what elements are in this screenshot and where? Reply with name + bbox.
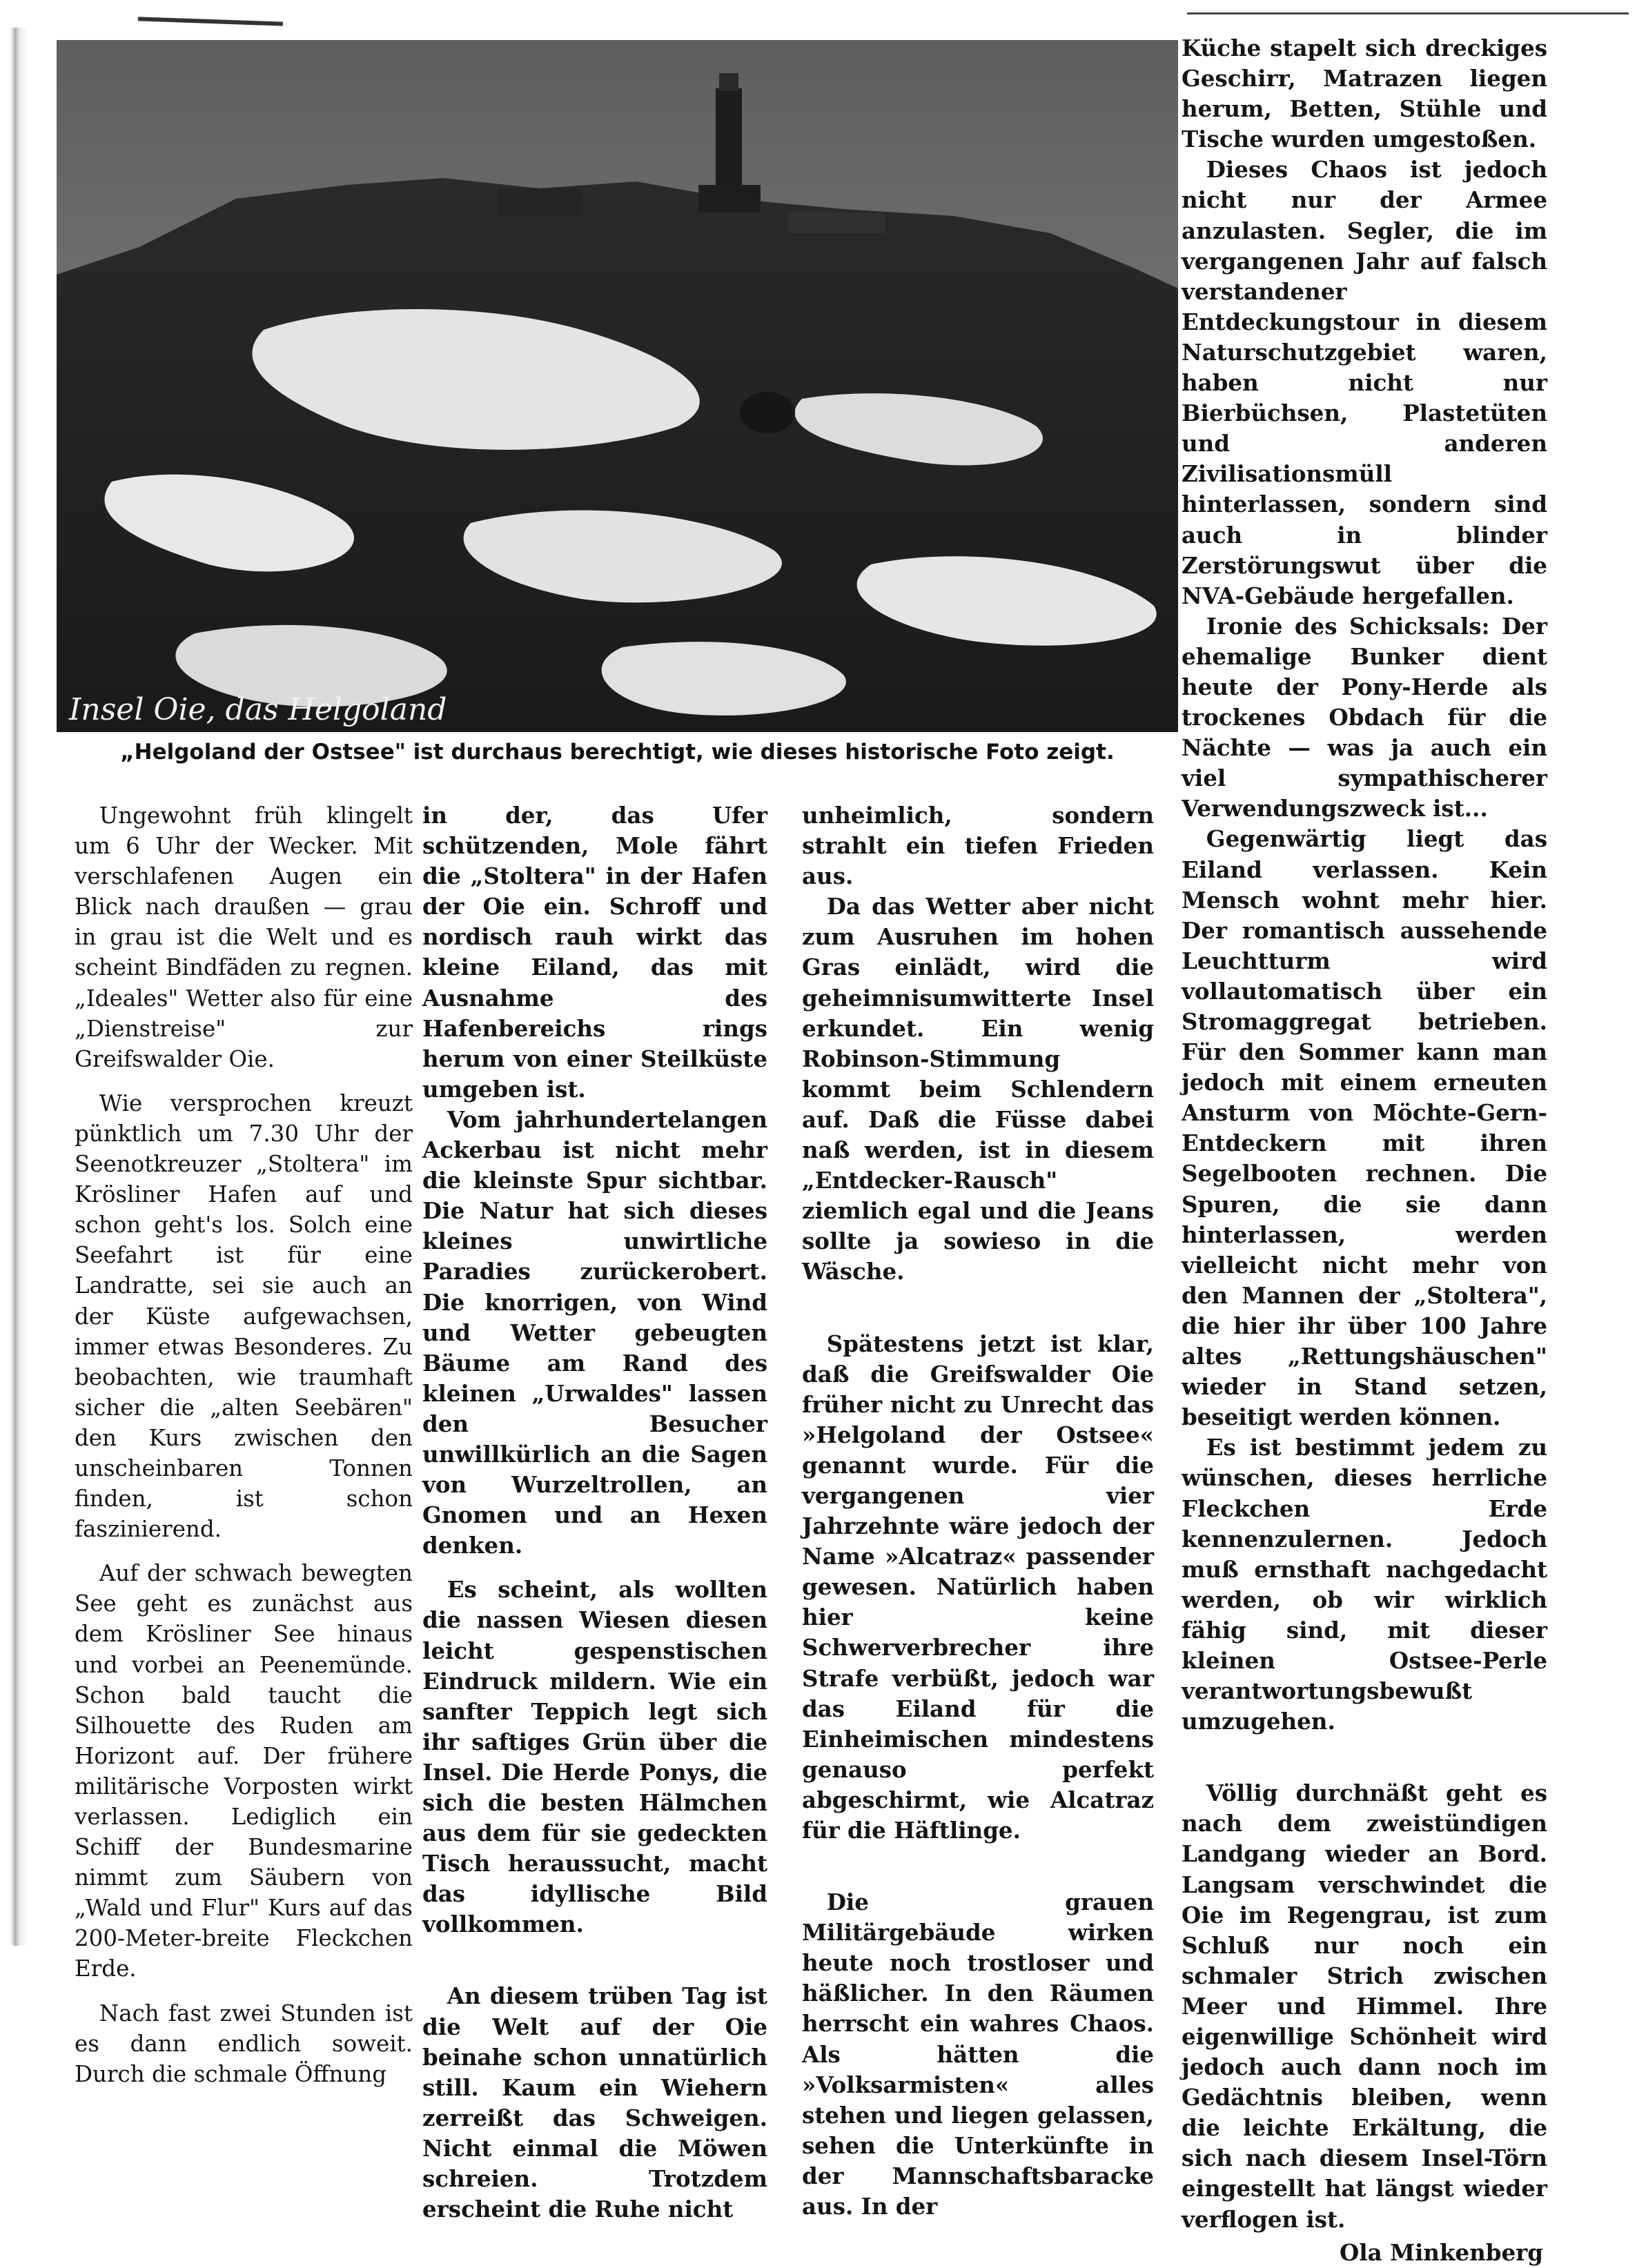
paragraph: in der, das Ufer schützenden, Mole fährt die „Stoltera" in der Hafen der Oie ein. Schroff und nordisch rauh wirkt das kleine Eiland, das mit Ausnahme des Hafenbereichs rings herum von einer Steilküste umgeben ist.: [422, 802, 767, 1103]
article-column-3: [802, 800, 1154, 2222]
paragraph: Auf der schwach bewegten See geht es zunächst aus dem Krösliner See hinaus und vorbei an Peenemünde. Schon bald taucht die Silhouette des Ruden am Horizont auf. Der frühere militärische Vorposten wirkt verlassen. Lediglich ein Schiff der Bundesmarine nimmt zum Säubern von „Wald und Flur" Kurs auf das 200-Meter-breite Fleckchen Erde.: [75, 1560, 413, 1982]
paragraph: Wie versprochen kreuzt pünktlich um 7.30 Uhr der Seenotkreuzer „Stoltera" im Krösliner Hafen auf und schon geht's los. Solch eine Seefahrt ist für eine Landratte, sei sie auch an der Küste aufgewachsen, immer etwas Besonderes. Zu beobachten, wie traumhaft sicher die „alten Seebären" den Kurs zwischen den unscheinbaren Tonnen finden, ist schon faszinierend.: [75, 1089, 413, 1543]
author-byline: Ola Minkenberg: [1339, 2238, 1543, 2266]
historic-photo-icon: [57, 40, 1178, 732]
paragraph: Es ist bestimmt jedem zu wünschen, dieses herrliche Fleckchen Erde kennenzulernen. Jedoch muß ernsthaft nachgedacht werden, ob wir wirklich fähig sind, mit dieser kleinen Ostsee-Perle verantwortungsbewußt umzugehen.: [1182, 1434, 1547, 1735]
paragraph: Da das Wetter aber nicht zum Ausruhen im hohen Gras einlädt, wird die geheimnisumwitterte Insel erkundet. Ein wenig Robinson-Stimmung kommt beim Schlendern auf. Daß die Füsse dabei naß werden, ist in diesem „Entdecker-Rausch" ziemlich egal und die Jeans sollte ja sowieso in die Wäsche.: [802, 893, 1154, 1285]
torn-edge: [0, 28, 28, 1946]
paragraph: Spätestens jetzt ist klar, daß die Greifswalder Oie früher nicht zu Unrecht das »Helgoland der Ostsee« genannt wurde. Für die vergangenen vier Jahrzehnte wäre jedoch der Name »Alcatraz« passender gewesen. Natürlich haben hier keine Schwerverbrecher ihre Strafe verbüßt, jedoch war das Eiland für die Einheimischen mindestens genauso perfekt abgeschirmt, wie Alcatraz für die Häftlinge.: [802, 1330, 1154, 1844]
paragraph: An diesem trüben Tag ist die Welt auf der Oie beinahe schon unnatürlich still. Kaum ein Wiehern zerreißt das Schweigen. Nicht einmal die Möwen schreien. Trotzdem erscheint die Ruhe nicht: [422, 1982, 767, 2223]
paragraph: Völlig durchnäßt geht es nach dem zweistündigen Landgang wieder an Bord. Langsam verschwindet die Oie im Regengrau, ist zum Schluß nur noch ein schmaler Strich zwischen Meer und Himmel. Ihre eigenwillige Schönheit wird jedoch auch dann noch im Gedächtnis bleiben, wenn die leichte Erkältung, die sich nach diesem Insel-Törn eingestellt hat längst wieder verflogen ist.: [1182, 1779, 1547, 2233]
paragraph: Ungewohnt früh klingelt um 6 Uhr der Wecker. Mit verschlafenen Augen ein Blick nach draußen — grau in grau ist die Welt und es scheint Bindfäden zu regnen. „Ideales" Wetter also für eine „Dienstreise" zur Greifswalder Oie.: [75, 802, 413, 1072]
paragraph: Gegenwärtig liegt das Eiland verlassen. Kein Mensch wohnt mehr hier. Der romantisch aussehende Leuchtturm wird vollautomatisch über ein Stromaggregat betrieben. Für den Sommer kann man jedoch mit einem erneuten Ansturm von Möchte-Gern-Entdeckern mit ihren Segelbooten rechnen. Die Spuren, die sie dann hinterlassen, werden vielleicht nicht mehr von den Mannen der „Stoltera", die hier ihr über 100 Jahre altes „Rettungshäuschen" wieder in Stand setzen, beseitigt werden können.: [1182, 825, 1547, 1431]
scan-mark: [138, 17, 283, 26]
article-column-2: [422, 800, 767, 2225]
column-rule: [1187, 12, 1629, 14]
photo-overlay-text: Insel Oie, das Helgoland: [69, 692, 447, 727]
paragraph: Vom jahrhundertelangen Ackerbau ist nicht mehr die kleinste Spur sichtbar. Die Natur hat sich dieses kleines unwirtliche Paradies zurückerobert. Die knorrigen, von Wind und Wetter gebeugten Bäume am Rand des kleinen „Urwaldes" lassen den Besucher unwillkürlich an die Sagen von Wurzeltrollen, an Gnomen und an Hexen denken.: [422, 1105, 767, 1559]
article-column-1: [75, 800, 413, 2089]
article-column-4: [1182, 33, 1547, 2268]
paragraph: Ironie des Schicksals: Der ehemalige Bunker dient heute der Pony-Herde als trockenes Obdach für die Nächte — was ja auch ein viel sympathischerer Verwendungszweck ist...: [1182, 612, 1547, 822]
paragraph: Dieses Chaos ist jedoch nicht nur der Armee anzulasten. Segler, die im vergangenen Jahr auf falsch verstandener Entdeckungstour in diesem Naturschutzgebiet waren, haben nicht nur Bierbüchsen, Plastetüten und anderen Zivilisationsmüll hinterlassen, sondern sind auch in blinder Zerstörungswut über die NVA-Gebäude hergefallen.: [1182, 156, 1547, 609]
paragraph: Es scheint, als wollten die nassen Wiesen diesen leicht gespenstischen Eindruck mildern. Wie ein sanfter Teppich legt sich ihr saftiges Grün über die Insel. Die Herde Ponys, die sich die besten Hälmchen aus dem für sie gedeckten Tisch heraussucht, macht das idyllische Bild vollkommen.: [422, 1576, 767, 1938]
paragraph: Küche stapelt sich dreckiges Geschirr, Matrazen liegen herum, Betten, Stühle und Tische wurden umgestoßen.: [1182, 34, 1547, 153]
paragraph: unheimlich, sondern strahlt ein tiefen Frieden aus.: [802, 802, 1154, 890]
historic-photo: [57, 40, 1178, 732]
photo-caption: „Helgoland der Ostsee" ist durchaus berechtigt, wie dieses historische Foto zeigt.: [120, 740, 1115, 765]
paragraph: Die grauen Militärgebäude wirken heute noch trostloser und häßlicher. In den Räumen herrscht ein wahres Chaos. Als hätten die »Volksarmisten« alles stehen und liegen gelassen, sehen die Unterkünfte in der Mannschaftsbaracke aus. In der: [802, 1889, 1154, 2220]
paragraph: Nach fast zwei Stunden ist es dann endlich soweit. Durch die schmale Öffnung: [75, 2000, 413, 2087]
